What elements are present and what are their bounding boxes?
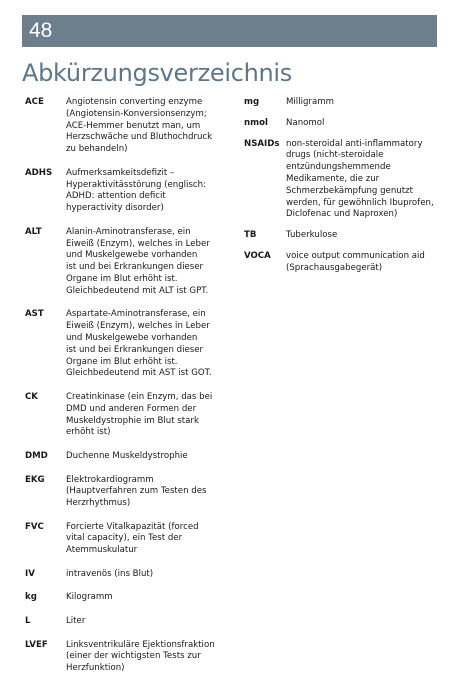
abbreviation-definition [66,392,225,439]
page-header-bar [22,15,437,47]
abbreviation-term: ACE [25,97,44,107]
definition-line: hyperactivity disorder) [66,203,164,214]
definition-line: Herzfunktion) [66,663,125,674]
abbreviation-definition [286,97,439,109]
abbreviation-entry [25,392,225,439]
definition-line: Kilogramm [66,592,113,603]
abbreviation-entry [244,118,439,130]
definition-line: Medikamente, die zur [286,173,380,184]
definition-line: voice output communication aid [286,250,425,261]
definition-line: Creatinkinase (ein Enzym, das bei [66,391,213,402]
abbreviation-term: kg [25,592,37,603]
abbreviation-definition [66,451,225,463]
abbreviation-entry [244,139,439,222]
definition-line: Nanomol [286,117,325,128]
abbreviation-term: mg [244,97,260,107]
abbreviation-entry [25,569,225,581]
abbreviation-definition [66,168,225,215]
abbreviation-term: nmol [244,117,268,128]
definition-line: ist und bei Erkrankungen dieser [66,344,204,355]
definition-line: (einer der wichtigsten Tests zur [66,651,201,662]
abbreviation-term: TB [244,230,257,241]
abbreviation-definition [286,251,439,275]
abbreviation-definition [286,230,439,242]
definition-line: Diclofenac und Naproxen) [286,209,398,220]
page-number: 48 [29,19,53,42]
abbreviation-entry [244,251,439,275]
abbreviation-term: L [25,616,31,627]
definition-line: (Angiotensin-Konversionsenzym; [66,108,207,119]
definition-line: ACE-Hemmer benutzt man, um [66,120,201,131]
definition-line: Aufmerksamkeitsdefizit – [66,167,175,178]
abbreviation-term: VOCA [244,250,271,261]
definition-line: Herzrhythmus) [66,498,131,509]
abbreviation-term: LVEF [25,639,48,650]
abbreviation-term: DMD [25,450,48,461]
definition-line: Hyperaktivitässtörung (englisch: [66,179,206,190]
definition-line: (Hauptverfahren zum Testen des [66,486,207,497]
definition-line: Herzschwäche und Bluthochdruck [66,132,213,143]
definition-line: werden, für gewöhnlich Ibuprofen, [286,197,434,208]
definition-line: ADHD: attention deficit [66,191,166,202]
definition-line: Gleichbedeutend mit ALT ist GPT. [66,285,209,296]
abbreviation-entry [25,522,225,557]
definition-line: non-steroidal anti-inflammatory [286,138,423,149]
definition-line: Atemmuskulatur [66,545,138,556]
abbreviation-term: ALT [25,226,42,237]
definition-line: Milligramm [286,97,334,107]
abbreviation-entry [25,640,225,675]
abbreviation-definition [286,139,439,222]
definition-line: erhöht ist) [66,427,111,438]
definition-line: Organe im Blut erhöht ist. [66,356,178,367]
abbreviation-term: IV [25,568,35,579]
definition-line: und Muskelgewebe vorhanden [66,332,198,343]
abbreviation-entry [25,227,225,298]
definition-line: Forcierte Vitalkapazität (forced [66,521,199,532]
definition-line: Liter [66,616,86,627]
definition-line: und Muskelgewebe vorhanden [66,250,198,261]
definition-line: Duchenne Muskeldystrophie [66,450,188,461]
definition-line: Schmerzbekämpfung genutzt [286,185,413,196]
abbreviation-entry [244,230,439,242]
abbreviation-entry [25,616,225,628]
definition-line: vital capacity), ein Test der [66,533,183,544]
abbreviation-entry [25,451,225,463]
definition-line: DMD und anderen Formen der [66,403,197,414]
abbreviation-definition [66,640,225,675]
abbreviation-definition [66,569,225,581]
abbreviation-entry [25,309,225,380]
abbreviation-definition [66,97,225,156]
abbreviation-entry [25,168,225,215]
abbreviation-definition [66,309,225,380]
abbreviation-definition [66,227,225,298]
abbreviation-term: EKG [25,474,45,485]
definition-line: intravenös (ins Blut) [66,568,154,579]
abbreviation-definition [66,522,225,557]
definition-line: Tuberkulose [286,230,338,241]
abbreviation-term: NSAIDs [244,138,280,149]
abbreviation-definition [66,592,225,604]
abbreviation-list-left [25,97,225,687]
page-title: Abkürzungsverzeichnis [22,59,293,87]
abbreviation-term: ADHS [25,167,53,178]
definition-line: Alanin-Aminotransferase, ein [66,226,191,237]
abbreviation-definition [66,475,225,510]
abbreviation-term: CK [25,391,38,402]
abbreviation-entry [25,475,225,510]
abbreviation-entry [25,592,225,604]
definition-line: Gleichbedeutend mit AST ist GOT. [66,368,212,379]
definition-line: Muskeldystrophie im Blut stark [66,415,199,426]
definition-line: Eiweiß (Enzym), welches in Leber [66,321,210,332]
definition-line: Eiweiß (Enzym), welches in Leber [66,238,210,249]
abbreviation-definition [66,616,225,628]
definition-line: entzündungshemmende [286,162,391,173]
abbreviation-list-right [244,97,439,284]
abbreviation-definition [286,118,439,130]
abbreviation-entry [25,97,225,156]
definition-line: Aspartate-Aminotransferase, ein [66,309,206,320]
abbreviation-term: FVC [25,521,44,532]
definition-line: ist und bei Erkrankungen dieser [66,262,204,273]
definition-line: drugs (nicht-steroidale [286,150,384,161]
definition-line: Angiotensin converting enzyme [66,97,203,107]
definition-line: Linksventrikuläre Ejektionsfraktion [66,639,215,650]
definition-line: Organe im Blut erhöht ist. [66,273,178,284]
definition-line: (Sprachausgabegerät) [286,262,383,273]
abbreviation-entry [244,97,439,109]
definition-line: Elektrokardiogramm [66,474,154,485]
abbreviation-term: AST [25,309,44,320]
definition-line: zu behandeln) [66,144,128,155]
